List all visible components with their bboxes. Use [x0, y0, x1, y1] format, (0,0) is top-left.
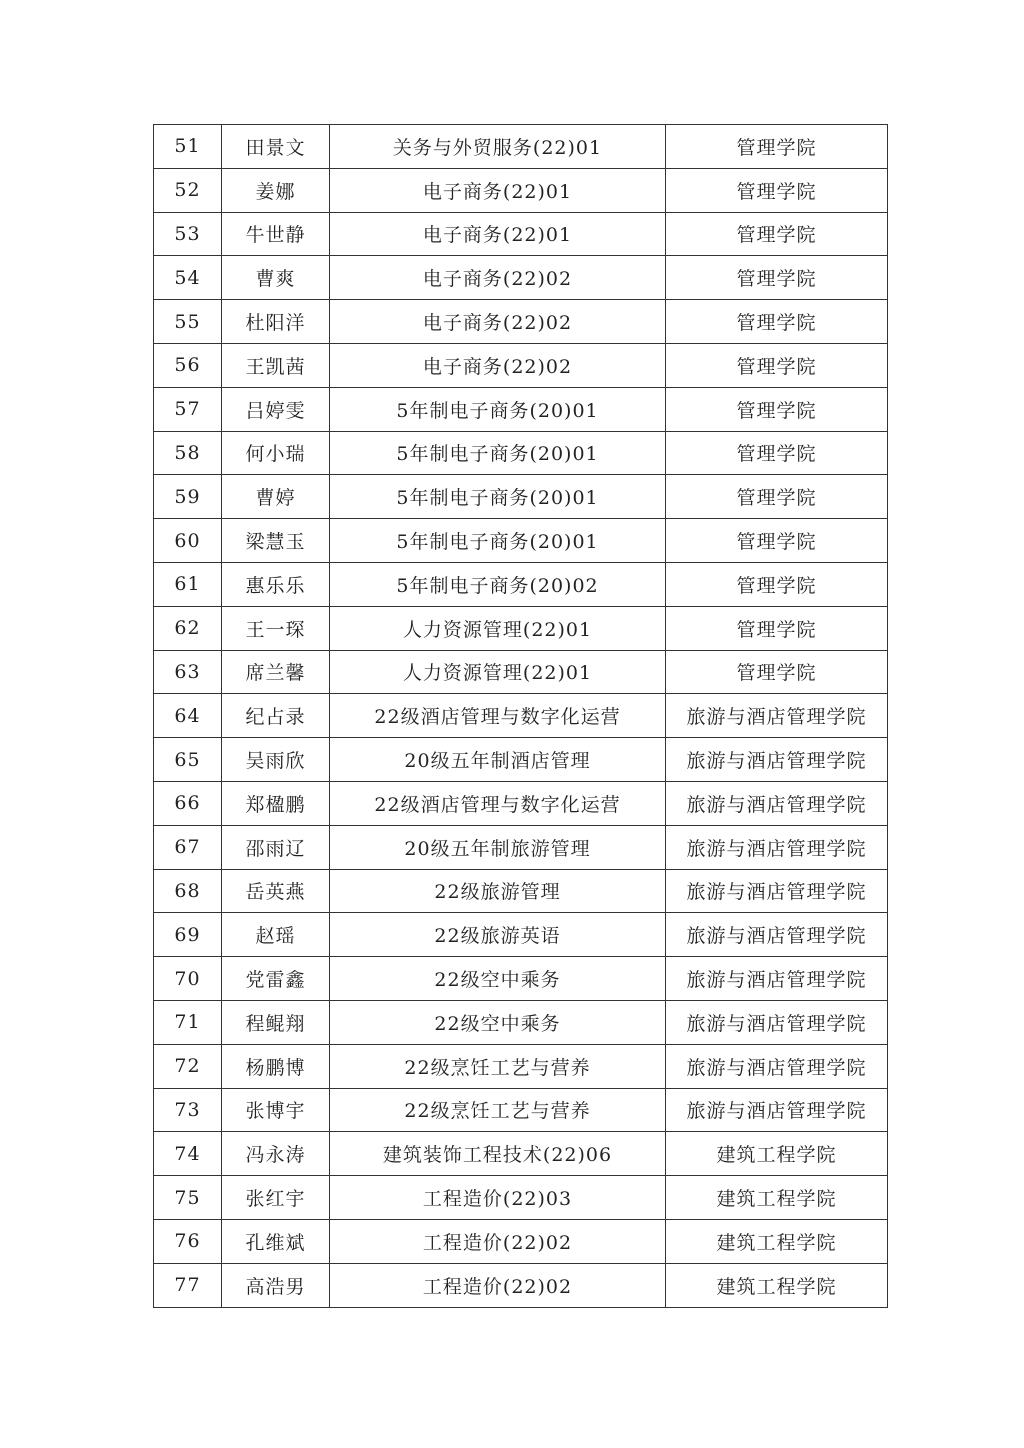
row-number-cell: 74 [154, 1132, 222, 1176]
student-name-cell: 田景文 [222, 125, 330, 169]
student-name-cell: 郑楹鹏 [222, 781, 330, 825]
class-name-cell: 5年制电子商务(20)01 [330, 387, 666, 431]
row-number-cell: 72 [154, 1044, 222, 1088]
row-number-cell: 56 [154, 343, 222, 387]
row-number-cell: 57 [154, 387, 222, 431]
college-name-cell: 建筑工程学院 [666, 1219, 888, 1263]
college-name-cell: 旅游与酒店管理学院 [666, 1044, 888, 1088]
class-name-cell: 建筑装饰工程技术(22)06 [330, 1132, 666, 1176]
student-name-cell: 姜娜 [222, 168, 330, 212]
class-name-cell: 22级酒店管理与数字化运营 [330, 781, 666, 825]
class-name-cell: 5年制电子商务(20)02 [330, 562, 666, 606]
table-row [154, 1176, 888, 1220]
college-name-cell: 旅游与酒店管理学院 [666, 913, 888, 957]
class-name-cell: 关务与外贸服务(22)01 [330, 125, 666, 169]
row-number-cell: 67 [154, 825, 222, 869]
table-row [154, 738, 888, 782]
table-row [154, 343, 888, 387]
student-name-cell: 张博宇 [222, 1088, 330, 1132]
row-number-cell: 69 [154, 913, 222, 957]
table-row [154, 781, 888, 825]
table-row [154, 606, 888, 650]
college-name-cell: 管理学院 [666, 212, 888, 256]
college-name-cell: 管理学院 [666, 650, 888, 694]
class-name-cell: 电子商务(22)01 [330, 212, 666, 256]
student-name-cell: 席兰馨 [222, 650, 330, 694]
student-name-cell: 牛世静 [222, 212, 330, 256]
student-name-cell: 吴雨欣 [222, 738, 330, 782]
class-name-cell: 人力资源管理(22)01 [330, 650, 666, 694]
college-name-cell: 旅游与酒店管理学院 [666, 738, 888, 782]
table-row [154, 168, 888, 212]
table-row [154, 1132, 888, 1176]
class-name-cell: 5年制电子商务(20)01 [330, 519, 666, 563]
class-name-cell: 电子商务(22)02 [330, 300, 666, 344]
student-name-cell: 岳英燕 [222, 869, 330, 913]
table-row [154, 1219, 888, 1263]
class-name-cell: 22级空中乘务 [330, 1000, 666, 1044]
class-name-cell: 5年制电子商务(20)01 [330, 475, 666, 519]
roster-table-body [154, 125, 888, 1308]
college-name-cell: 建筑工程学院 [666, 1176, 888, 1220]
college-name-cell: 管理学院 [666, 606, 888, 650]
student-name-cell: 党雷鑫 [222, 957, 330, 1001]
class-name-cell: 20级五年制酒店管理 [330, 738, 666, 782]
table-row [154, 825, 888, 869]
table-row [154, 1088, 888, 1132]
college-name-cell: 管理学院 [666, 519, 888, 563]
student-name-cell: 杨鹏博 [222, 1044, 330, 1088]
college-name-cell: 管理学院 [666, 125, 888, 169]
class-name-cell: 22级旅游英语 [330, 913, 666, 957]
college-name-cell: 旅游与酒店管理学院 [666, 869, 888, 913]
college-name-cell: 管理学院 [666, 431, 888, 475]
student-name-cell: 赵瑶 [222, 913, 330, 957]
table-row [154, 562, 888, 606]
student-name-cell: 惠乐乐 [222, 562, 330, 606]
student-name-cell: 王一琛 [222, 606, 330, 650]
student-name-cell: 高浩男 [222, 1263, 330, 1307]
college-name-cell: 旅游与酒店管理学院 [666, 694, 888, 738]
class-name-cell: 22级烹饪工艺与营养 [330, 1044, 666, 1088]
row-number-cell: 65 [154, 738, 222, 782]
row-number-cell: 59 [154, 475, 222, 519]
college-name-cell: 旅游与酒店管理学院 [666, 957, 888, 1001]
table-row [154, 1044, 888, 1088]
college-name-cell: 管理学院 [666, 256, 888, 300]
student-name-cell: 邵雨辽 [222, 825, 330, 869]
class-name-cell: 22级旅游管理 [330, 869, 666, 913]
roster-table [153, 124, 888, 1308]
table-row [154, 694, 888, 738]
row-number-cell: 52 [154, 168, 222, 212]
row-number-cell: 77 [154, 1263, 222, 1307]
table-row [154, 1000, 888, 1044]
college-name-cell: 建筑工程学院 [666, 1263, 888, 1307]
college-name-cell: 旅游与酒店管理学院 [666, 1088, 888, 1132]
row-number-cell: 63 [154, 650, 222, 694]
class-name-cell: 5年制电子商务(20)01 [330, 431, 666, 475]
table-row [154, 387, 888, 431]
class-name-cell: 工程造价(22)02 [330, 1263, 666, 1307]
class-name-cell: 22级空中乘务 [330, 957, 666, 1001]
college-name-cell: 管理学院 [666, 387, 888, 431]
student-name-cell: 孔维斌 [222, 1219, 330, 1263]
college-name-cell: 管理学院 [666, 300, 888, 344]
class-name-cell: 电子商务(22)01 [330, 168, 666, 212]
row-number-cell: 62 [154, 606, 222, 650]
row-number-cell: 71 [154, 1000, 222, 1044]
row-number-cell: 75 [154, 1176, 222, 1220]
student-name-cell: 王凯茜 [222, 343, 330, 387]
row-number-cell: 60 [154, 519, 222, 563]
row-number-cell: 70 [154, 957, 222, 1001]
table-row [154, 1263, 888, 1307]
student-name-cell: 纪占录 [222, 694, 330, 738]
student-name-cell: 程鲲翔 [222, 1000, 330, 1044]
table-row [154, 650, 888, 694]
student-name-cell: 杜阳洋 [222, 300, 330, 344]
row-number-cell: 55 [154, 300, 222, 344]
row-number-cell: 53 [154, 212, 222, 256]
student-name-cell: 冯永涛 [222, 1132, 330, 1176]
student-name-cell: 曹婷 [222, 475, 330, 519]
row-number-cell: 58 [154, 431, 222, 475]
table-row [154, 431, 888, 475]
college-name-cell: 旅游与酒店管理学院 [666, 1000, 888, 1044]
table-row [154, 256, 888, 300]
table-row [154, 300, 888, 344]
table-row [154, 125, 888, 169]
table-row [154, 475, 888, 519]
student-name-cell: 曹爽 [222, 256, 330, 300]
table-row [154, 519, 888, 563]
row-number-cell: 64 [154, 694, 222, 738]
college-name-cell: 管理学院 [666, 562, 888, 606]
row-number-cell: 73 [154, 1088, 222, 1132]
class-name-cell: 22级烹饪工艺与营养 [330, 1088, 666, 1132]
college-name-cell: 管理学院 [666, 343, 888, 387]
class-name-cell: 20级五年制旅游管理 [330, 825, 666, 869]
class-name-cell: 工程造价(22)02 [330, 1219, 666, 1263]
class-name-cell: 电子商务(22)02 [330, 343, 666, 387]
student-name-cell: 吕婷雯 [222, 387, 330, 431]
row-number-cell: 51 [154, 125, 222, 169]
table-row [154, 913, 888, 957]
table-row [154, 869, 888, 913]
row-number-cell: 61 [154, 562, 222, 606]
table-row [154, 212, 888, 256]
student-name-cell: 梁慧玉 [222, 519, 330, 563]
college-name-cell: 管理学院 [666, 168, 888, 212]
class-name-cell: 22级酒店管理与数字化运营 [330, 694, 666, 738]
row-number-cell: 54 [154, 256, 222, 300]
college-name-cell: 旅游与酒店管理学院 [666, 825, 888, 869]
class-name-cell: 人力资源管理(22)01 [330, 606, 666, 650]
college-name-cell: 建筑工程学院 [666, 1132, 888, 1176]
college-name-cell: 管理学院 [666, 475, 888, 519]
class-name-cell: 工程造价(22)03 [330, 1176, 666, 1220]
table-row [154, 957, 888, 1001]
row-number-cell: 66 [154, 781, 222, 825]
student-name-cell: 何小瑞 [222, 431, 330, 475]
student-name-cell: 张红宇 [222, 1176, 330, 1220]
class-name-cell: 电子商务(22)02 [330, 256, 666, 300]
row-number-cell: 76 [154, 1219, 222, 1263]
row-number-cell: 68 [154, 869, 222, 913]
college-name-cell: 旅游与酒店管理学院 [666, 781, 888, 825]
